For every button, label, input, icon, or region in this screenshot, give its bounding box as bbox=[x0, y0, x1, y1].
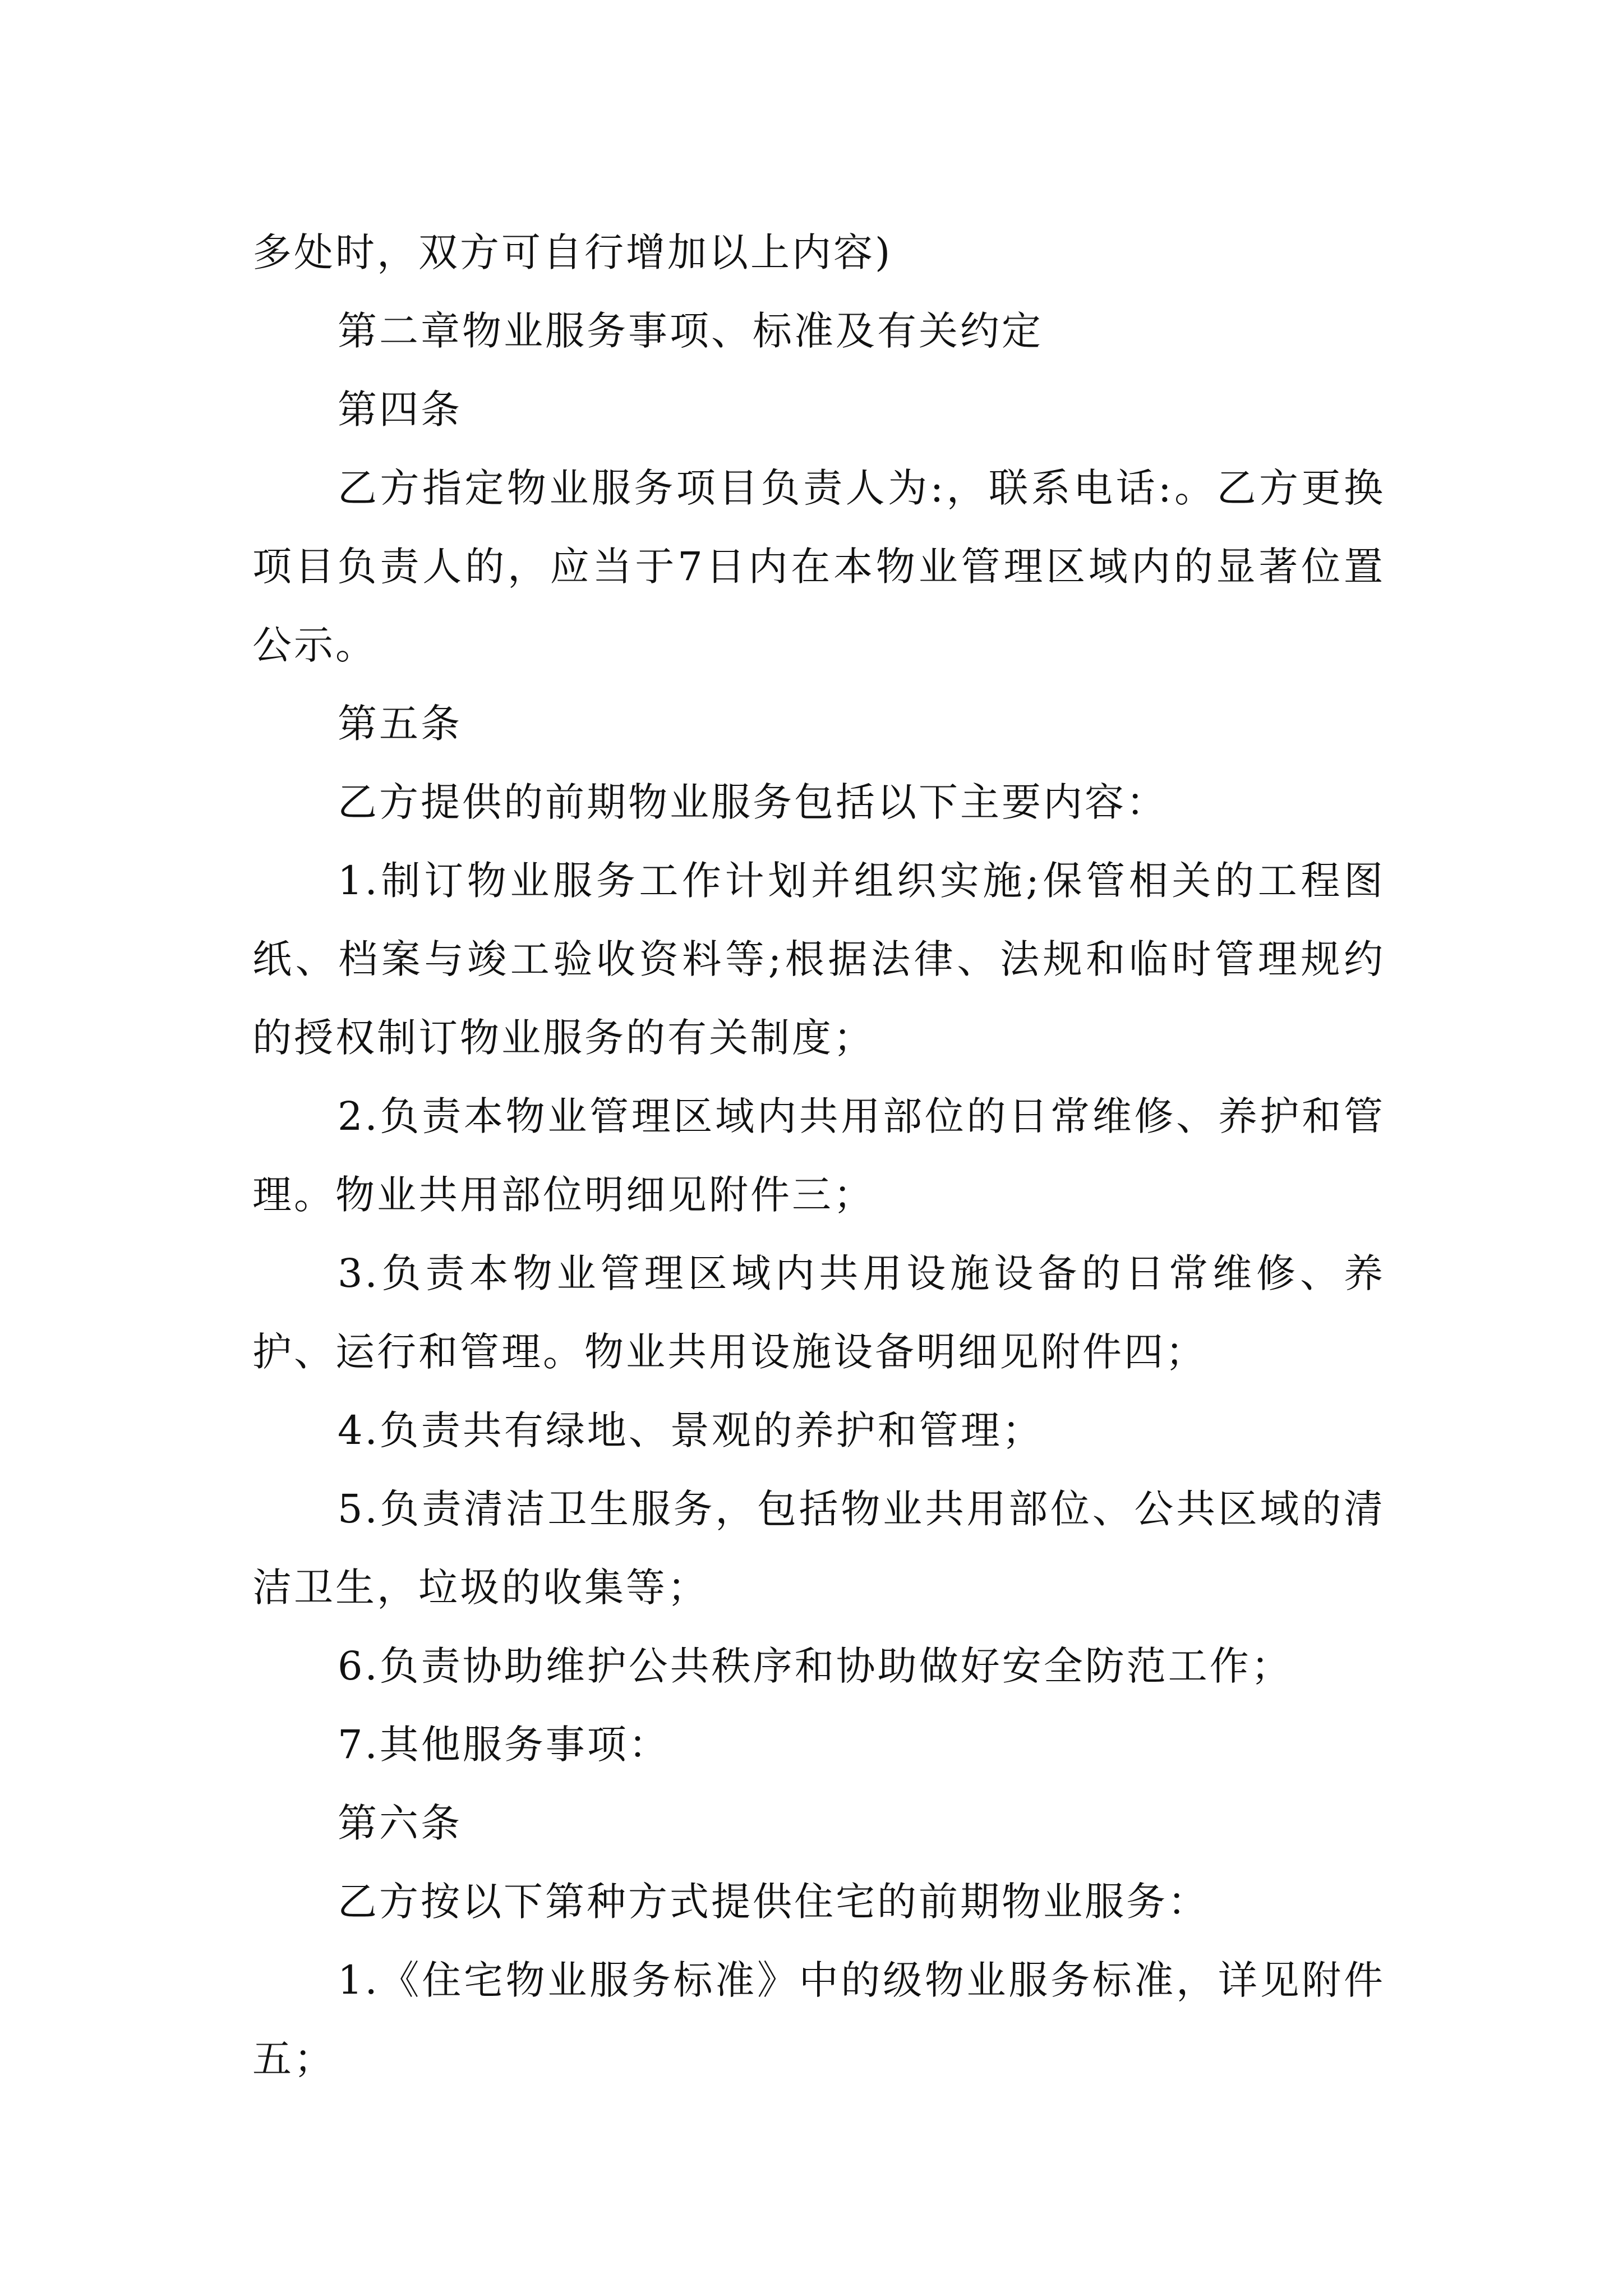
article-heading-5: 第五条 bbox=[338, 701, 462, 747]
paragraph-continuation: 多处时，双方可自行增加以上内容) bbox=[252, 229, 893, 275]
chapter-heading: 第二章物业服务事项、标准及有关约定 bbox=[338, 308, 1043, 354]
article-heading-6: 第六条 bbox=[338, 1800, 462, 1846]
paragraph-service-intro: 乙方提供的前期物业服务包括以下主要内容： bbox=[338, 779, 1168, 825]
article-heading-4: 第四条 bbox=[338, 386, 462, 432]
list-item-1: 1.制订物业服务工作计划并组织实施;保管相关的工程图纸、档案与竣工验收资料等;根据法律、法规和临时管理规约的授权制订物业服务的有关制度； bbox=[252, 858, 1385, 1061]
list-item-3: 3.负责本物业管理区域内共用设施设备的日常维修、养护、运行和管理。物业共用设施设备明细见附件四； bbox=[252, 1250, 1385, 1375]
list-item-7: 7.其他服务事项： bbox=[338, 1722, 670, 1768]
method-item-1: 1.《住宅物业服务标准》中的级物业服务标准，详见附件五； bbox=[252, 1957, 1385, 2082]
paragraph-project-manager: 乙方指定物业服务项目负责人为:，联系电话:。乙方更换项目负责人的，应当于7日内在本物业管理区域内的显著位置公示。 bbox=[252, 465, 1385, 668]
list-item-2: 2.负责本物业管理区域内共用部位的日常维修、养护和管理。物业共用部位明细见附件三； bbox=[252, 1093, 1385, 1218]
list-item-6: 6.负责协助维护公共秩序和协助做好安全防范工作； bbox=[338, 1643, 1293, 1689]
list-item-5: 5.负责清洁卫生服务，包括物业共用部位、公共区域的清洁卫生，垃圾的收集等； bbox=[252, 1486, 1385, 1611]
list-item-4: 4.负责共有绿地、景观的养护和管理； bbox=[338, 1407, 1044, 1453]
document-body bbox=[252, 213, 1385, 2098]
paragraph-service-method: 乙方按以下第种方式提供住宅的前期物业服务： bbox=[338, 1879, 1209, 1925]
